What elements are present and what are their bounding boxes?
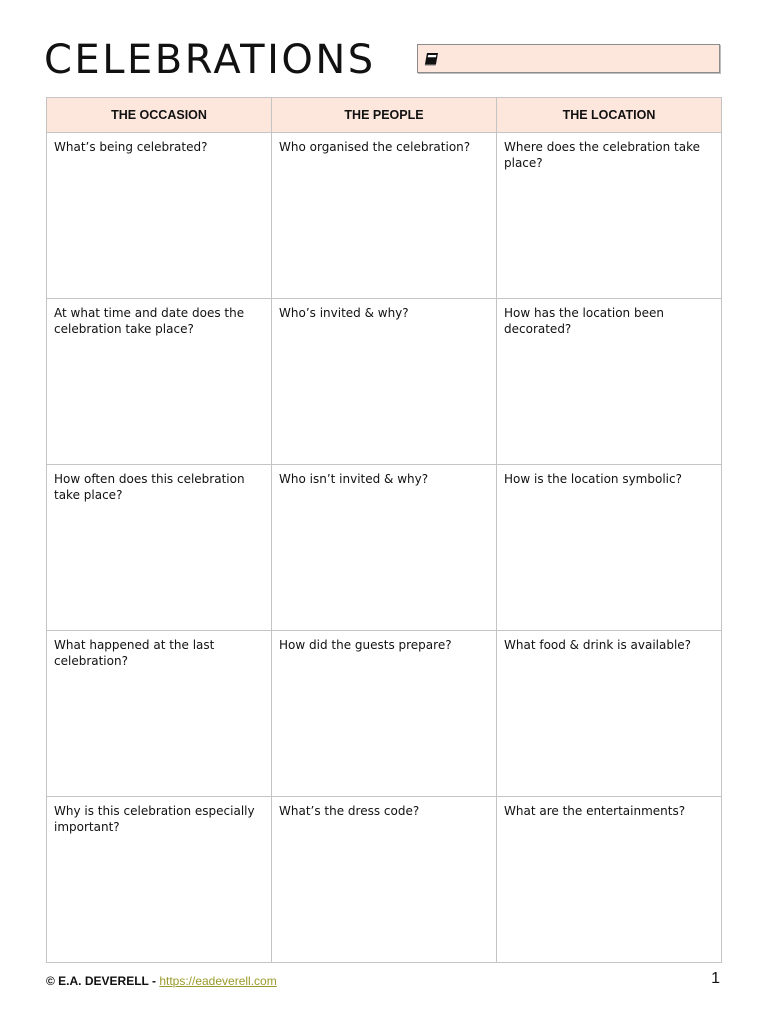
table-cell[interactable]: What’s the dress code? (272, 797, 497, 963)
table-row (47, 797, 722, 963)
table-cell[interactable]: Why is this celebration especially important? (47, 797, 272, 963)
table-cell[interactable]: Who’s invited & why? (272, 299, 497, 465)
table-cell[interactable]: Where does the celebration take place? (497, 133, 722, 299)
website-link[interactable]: https://eadeverell.com (159, 974, 277, 988)
table-cell[interactable]: Who isn’t invited & why? (272, 465, 497, 631)
table-cell[interactable]: How has the location been decorated? (497, 299, 722, 465)
table-cell[interactable]: What happened at the last celebration? (47, 631, 272, 797)
book-icon (424, 52, 440, 66)
table-cell[interactable]: How did the guests prepare? (272, 631, 497, 797)
name-field-box[interactable] (417, 44, 720, 73)
copyright-text: © E.A. DEVERELL - (46, 974, 160, 988)
celebrations-table (46, 97, 722, 963)
table-cell[interactable]: What are the entertainments? (497, 797, 722, 963)
table-row (47, 299, 722, 465)
table-header-row (47, 98, 722, 133)
table-cell[interactable]: What food & drink is available? (497, 631, 722, 797)
table-cell[interactable]: What’s being celebrated? (47, 133, 272, 299)
page-number: 1 (711, 970, 720, 987)
table-cell[interactable]: How often does this celebration take place? (47, 465, 272, 631)
table-row (47, 465, 722, 631)
table-cell[interactable]: How is the location symbolic? (497, 465, 722, 631)
footer-copyright (46, 974, 277, 988)
column-header-people: THE PEOPLE (272, 98, 497, 133)
page-title: CELEBRATIONS (44, 37, 376, 83)
table-cell[interactable]: Who organised the celebration? (272, 133, 497, 299)
table-row (47, 133, 722, 299)
column-header-location: THE LOCATION (497, 98, 722, 133)
column-header-occasion: THE OCCASION (47, 98, 272, 133)
table-row (47, 631, 722, 797)
table-cell[interactable]: At what time and date does the celebration take place? (47, 299, 272, 465)
